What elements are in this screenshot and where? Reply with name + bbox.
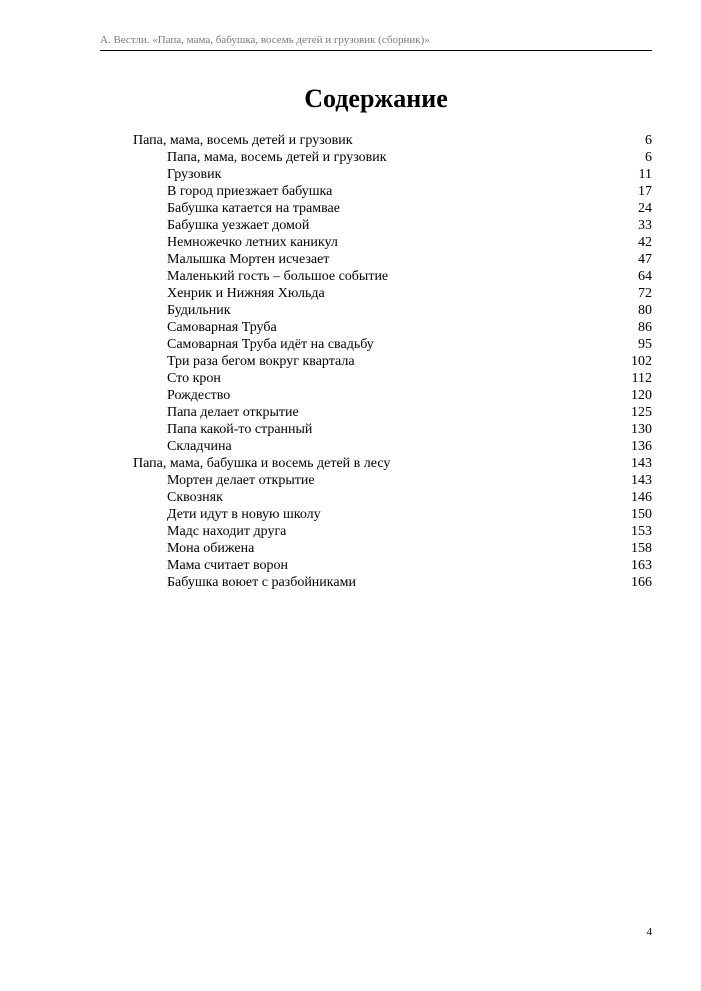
toc-entry-title: Бабушка воюет с разбойниками <box>167 575 356 590</box>
toc-entry-page: 166 <box>631 575 652 590</box>
toc-entry-page: 33 <box>638 218 652 233</box>
toc-entry-title: Будильник <box>167 303 231 318</box>
toc-chapter-entry[interactable] <box>133 183 652 200</box>
toc-entry-page: 17 <box>638 184 652 199</box>
toc-entry-page: 6 <box>645 150 652 165</box>
toc-chapter-entry[interactable] <box>133 302 652 319</box>
header-rule <box>100 50 652 51</box>
toc-entry-title: Малышка Мортен исчезает <box>167 252 330 267</box>
toc-chapter-entry[interactable] <box>133 387 652 404</box>
toc-entry-page: 42 <box>638 235 652 250</box>
toc-entry-title: Три раза бегом вокруг квартала <box>167 354 355 369</box>
toc-entry-page: 143 <box>631 473 652 488</box>
toc-chapter-entry[interactable] <box>133 438 652 455</box>
toc-chapter-entry[interactable] <box>133 370 652 387</box>
toc-entry-title: Папа делает открытие <box>167 405 299 420</box>
toc-entry-title: Складчина <box>167 439 232 454</box>
table-of-contents <box>133 132 652 591</box>
toc-entry-page: 125 <box>631 405 652 420</box>
toc-entry-title: Немножечко летних каникул <box>167 235 338 250</box>
toc-chapter-entry[interactable] <box>133 336 652 353</box>
toc-entry-page: 86 <box>638 320 652 335</box>
toc-chapter-entry[interactable] <box>133 557 652 574</box>
toc-entry-title: Маленький гость – большое событие <box>167 269 389 284</box>
toc-entry-page: 112 <box>631 371 652 386</box>
toc-chapter-entry[interactable] <box>133 268 652 285</box>
toc-entry-title: Самоварная Труба идёт на свадьбу <box>167 337 374 352</box>
toc-entry-page: 6 <box>645 133 652 148</box>
toc-entry-title: Хенрик и Нижняя Хюльда <box>167 286 325 301</box>
toc-chapter-entry[interactable] <box>133 200 652 217</box>
toc-section-entry[interactable] <box>133 455 652 472</box>
running-header: А. Вестли. «Папа, мама, бабушка, восемь детей и грузовик (сборник)» <box>100 34 430 46</box>
page-title: Содержание <box>304 84 448 113</box>
toc-entry-title: Мадс находит друга <box>167 524 287 539</box>
toc-entry-title: Папа, мама, бабушка и восемь детей в лесу <box>133 456 391 471</box>
page-number: 4 <box>646 926 652 938</box>
toc-entry-title: Сто крон <box>167 371 221 386</box>
toc-entry-title: Папа, мама, восемь детей и грузовик <box>167 150 387 165</box>
toc-chapter-entry[interactable] <box>133 489 652 506</box>
toc-chapter-entry[interactable] <box>133 472 652 489</box>
toc-entry-page: 146 <box>631 490 652 505</box>
toc-entry-title: Папа какой-то странный <box>167 422 313 437</box>
toc-entry-title: Грузовик <box>167 167 222 182</box>
toc-chapter-entry[interactable] <box>133 353 652 370</box>
toc-entry-page: 136 <box>631 439 652 454</box>
toc-entry-page: 47 <box>638 252 652 267</box>
toc-entry-page: 72 <box>638 286 652 301</box>
toc-entry-title: Мама считает ворон <box>167 558 288 573</box>
toc-chapter-entry[interactable] <box>133 149 652 166</box>
toc-entry-page: 150 <box>631 507 652 522</box>
toc-entry-title: Дети идут в новую школу <box>167 507 321 522</box>
toc-entry-title: Папа, мама, восемь детей и грузовик <box>133 133 353 148</box>
toc-chapter-entry[interactable] <box>133 319 652 336</box>
toc-entry-page: 143 <box>631 456 652 471</box>
toc-chapter-entry[interactable] <box>133 574 652 591</box>
toc-chapter-entry[interactable] <box>133 285 652 302</box>
toc-chapter-entry[interactable] <box>133 421 652 438</box>
toc-entry-page: 158 <box>631 541 652 556</box>
toc-entry-page: 130 <box>631 422 652 437</box>
toc-chapter-entry[interactable] <box>133 166 652 183</box>
toc-entry-title: Мона обижена <box>167 541 255 556</box>
toc-section-entry[interactable] <box>133 132 652 149</box>
toc-entry-page: 80 <box>638 303 652 318</box>
toc-entry-page: 163 <box>631 558 652 573</box>
toc-chapter-entry[interactable] <box>133 506 652 523</box>
toc-entry-page: 102 <box>631 354 652 369</box>
toc-chapter-entry[interactable] <box>133 404 652 421</box>
toc-entry-title: Сквозняк <box>167 490 223 505</box>
toc-chapter-entry[interactable] <box>133 540 652 557</box>
toc-entry-page: 153 <box>631 524 652 539</box>
toc-entry-title: Мортен делает открытие <box>167 473 315 488</box>
toc-chapter-entry[interactable] <box>133 251 652 268</box>
toc-entry-title: Рождество <box>167 388 231 403</box>
toc-entry-title: Бабушка уезжает домой <box>167 218 310 233</box>
toc-entry-page: 11 <box>638 167 652 182</box>
toc-entry-page: 64 <box>638 269 652 284</box>
toc-entry-page: 120 <box>631 388 652 403</box>
toc-entry-page: 24 <box>638 201 652 216</box>
toc-entry-title: Самоварная Труба <box>167 320 277 335</box>
toc-chapter-entry[interactable] <box>133 234 652 251</box>
toc-entry-page: 95 <box>638 337 652 352</box>
toc-chapter-entry[interactable] <box>133 217 652 234</box>
toc-entry-title: Бабушка катается на трамвае <box>167 201 340 216</box>
toc-chapter-entry[interactable] <box>133 523 652 540</box>
toc-entry-title: В город приезжает бабушка <box>167 184 333 199</box>
